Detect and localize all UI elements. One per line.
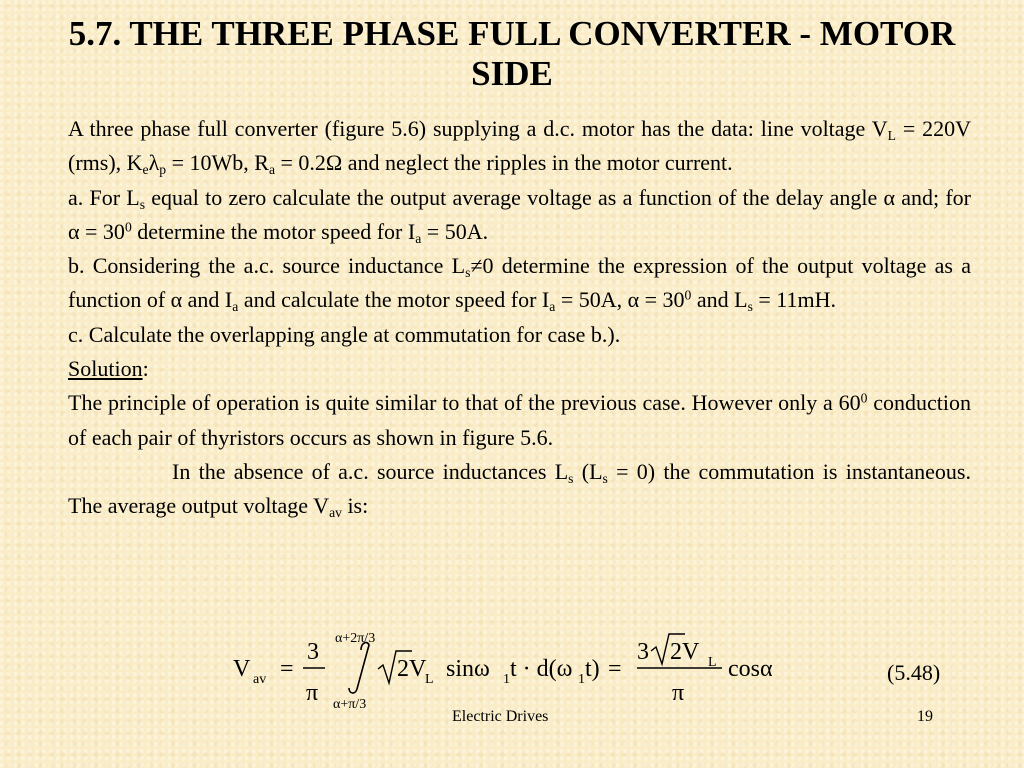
- integral-upper-limit: α+2π/3: [335, 631, 376, 646]
- fraction-2-numerator-2vl: 2V: [670, 639, 700, 665]
- equation-number: (5.48): [887, 660, 941, 685]
- subscript: a: [232, 299, 239, 315]
- subscript: a: [415, 230, 422, 246]
- integrand-omega-sub-2: 1: [578, 672, 585, 687]
- formula-lhs-v: V: [233, 656, 251, 682]
- footer-course-title: Electric Drives: [452, 708, 549, 725]
- fraction-2-numerator-3: 3: [637, 639, 649, 665]
- subscript: p: [159, 162, 167, 178]
- text-fragment: λ: [148, 150, 160, 176]
- subscript: s: [602, 471, 608, 487]
- integrand-close: t): [585, 656, 600, 682]
- formula-equals-2: =: [608, 656, 622, 682]
- text-fragment: equal to zero calculate the output average voltage as a function of the delay angle α and; for α = 30: [68, 184, 971, 244]
- subscript: s: [568, 471, 574, 487]
- subscript: e: [142, 162, 149, 178]
- subscript: a: [268, 162, 276, 178]
- fraction-2-numerator-sub: L: [708, 655, 717, 670]
- text-fragment: = 11mH.: [752, 287, 836, 313]
- fraction-1-numerator: 3: [307, 639, 319, 665]
- text-fragment: ≠0 determine the expression of the output voltage as a function of α and I: [68, 253, 971, 313]
- text-fragment: and calculate the motor speed for I: [238, 287, 550, 313]
- footer-page-number: 19: [917, 708, 933, 725]
- text-fragment: determine the motor speed for I: [131, 218, 416, 244]
- text-fragment: (L: [573, 458, 603, 484]
- text-fragment: = 0) the commutation is instantaneous. The average output voltage V: [68, 458, 971, 519]
- subscript: s: [747, 299, 753, 315]
- text-fragment: a. For L: [68, 184, 140, 210]
- formula-lhs-sub: av: [253, 672, 267, 687]
- formula-equals-1: =: [280, 656, 294, 682]
- text-fragment: and L: [691, 287, 748, 313]
- text-fragment: is:: [341, 493, 369, 519]
- subscript: L: [887, 128, 896, 144]
- fraction-2-denominator: π: [672, 680, 685, 706]
- text-fragment: conduction of each pair of thyristors occurs as shown in figure 5.6.: [68, 390, 971, 450]
- text-fragment: A three phase full converter (figure 5.6) supplying a d.c. motor has the data: line voltage V: [68, 116, 888, 141]
- integral-sign: [349, 643, 369, 694]
- superscript: 0: [860, 390, 868, 406]
- subscript: s: [139, 196, 146, 212]
- text-fragment: = 220V (rms), K: [68, 116, 971, 176]
- text-fragment: :: [142, 356, 149, 382]
- subscript: s: [465, 265, 471, 281]
- text-fragment: In the absence of a.c. source inductances L: [172, 458, 569, 484]
- formula-cos-alpha: cosα: [728, 656, 773, 682]
- integrand-2vl: 2V: [397, 656, 427, 682]
- text-fragment: c. Calculate the overlapping angle at commutation for case b.).: [68, 321, 621, 347]
- text-fragment: = 50A.: [421, 218, 489, 244]
- text-fragment: = 0.2Ω and neglect the ripples in the motor current.: [275, 150, 733, 176]
- integrand-sin: sinω: [446, 656, 490, 682]
- superscript: 0: [124, 219, 132, 235]
- text-fragment: The principle of operation is quite similar to that of the previous case. However only a 60: [68, 390, 861, 416]
- subscript: a: [549, 299, 556, 315]
- underlined-text: Solution: [68, 356, 143, 382]
- text-fragment: = 10Wb, R: [166, 150, 269, 176]
- fraction-1-denominator: π: [306, 680, 319, 706]
- integrand-2vl-sub: L: [425, 672, 434, 687]
- text-fragment: = 50A, α = 30: [555, 287, 685, 313]
- integrand-dt: t · d(ω: [510, 656, 573, 682]
- subscript: av: [329, 505, 342, 521]
- integrand-omega-sub-1: 1: [503, 672, 510, 687]
- text-fragment: b. Considering the a.c. source inductance L: [68, 253, 466, 279]
- superscript: 0: [684, 287, 692, 303]
- slide-title: 5.7. THE THREE PHASE FULL CONVERTER - MOTOR SIDE: [68, 14, 956, 93]
- integral-lower-limit: α+π/3: [333, 697, 367, 712]
